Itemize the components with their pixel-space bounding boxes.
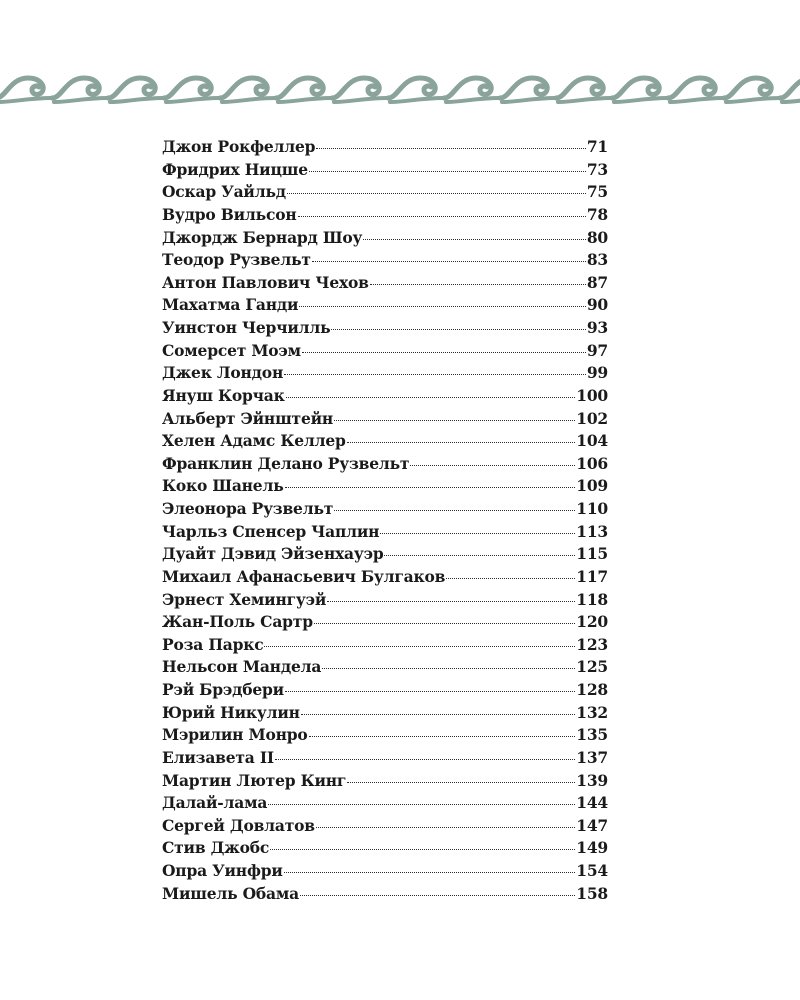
toc-entry[interactable] xyxy=(162,589,608,612)
wave-segment xyxy=(500,78,556,102)
toc-dot-leader xyxy=(347,442,576,443)
toc-entry-page-number: 99 xyxy=(586,363,608,383)
toc-entry-title: Сергей Довлатов xyxy=(162,815,315,835)
toc-entry-page-number: 100 xyxy=(576,385,608,405)
wave-segment xyxy=(668,78,724,102)
toc-entry-page-number: 158 xyxy=(576,883,608,903)
toc-entry[interactable] xyxy=(162,521,608,544)
toc-entry[interactable] xyxy=(162,837,608,860)
toc-entry-title: Нельсон Мандела xyxy=(162,657,322,677)
toc-dot-leader xyxy=(312,261,586,262)
wave-segment xyxy=(220,78,276,102)
toc-entry-page-number: 135 xyxy=(576,725,608,745)
toc-entry[interactable] xyxy=(162,860,608,883)
wave-segment xyxy=(780,78,800,102)
toc-entry-title: Махатма Ганди xyxy=(162,295,299,315)
toc-dot-leader xyxy=(363,239,586,240)
toc-entry-title: Уинстон Черчилль xyxy=(162,318,331,337)
toc-entry-title: Коко Шанель xyxy=(162,476,284,496)
toc-entry-page-number: 97 xyxy=(586,340,608,360)
toc-entry-page-number: 147 xyxy=(576,815,608,835)
wave-segment xyxy=(108,78,164,102)
toc-entry[interactable] xyxy=(162,792,608,815)
toc-entry[interactable] xyxy=(162,204,608,227)
toc-dot-leader xyxy=(287,193,586,194)
toc-dot-leader xyxy=(270,849,575,850)
toc-dot-leader xyxy=(314,623,575,624)
toc-entry-title: Элеонора Рузвельт xyxy=(162,499,334,518)
toc-entry-page-number: 120 xyxy=(576,612,608,632)
toc-entry-page-number: 139 xyxy=(576,770,608,790)
wave-segment xyxy=(724,78,780,102)
toc-entry[interactable] xyxy=(162,634,608,657)
toc-entry[interactable] xyxy=(162,498,608,521)
toc-entry-title: Мишель Обама xyxy=(162,883,300,903)
toc-entry[interactable] xyxy=(162,272,608,295)
toc-entry-page-number: 90 xyxy=(586,295,608,315)
toc-entry[interactable] xyxy=(162,747,608,770)
toc-entry[interactable] xyxy=(162,136,608,159)
toc-dot-leader xyxy=(316,148,586,149)
toc-entry-title: Эрнест Хемингуэй xyxy=(162,589,327,609)
toc-entry-title: Дуайт Дэвид Эйзенхауэр xyxy=(162,544,384,564)
wave-segment xyxy=(444,78,500,102)
toc-entry-page-number: 93 xyxy=(586,318,608,337)
toc-entry-title: Теодор Рузвельт xyxy=(162,250,311,270)
toc-entry-page-number: 73 xyxy=(586,159,608,179)
toc-entry-title: Жан-Поль Сартр xyxy=(162,612,313,632)
wave-border-ornament-icon xyxy=(0,68,800,112)
toc-dot-leader xyxy=(316,827,575,828)
toc-entry-title: Роза Паркс xyxy=(162,634,264,654)
toc-dot-leader xyxy=(284,872,576,873)
toc-entry-page-number: 78 xyxy=(586,204,608,224)
toc-entry[interactable] xyxy=(162,249,608,272)
wave-segment xyxy=(332,78,388,102)
toc-dot-leader xyxy=(327,601,575,602)
toc-entry-page-number: 113 xyxy=(576,521,608,541)
toc-dot-leader xyxy=(331,329,585,330)
toc-dot-leader xyxy=(347,782,575,783)
toc-dot-leader xyxy=(275,759,575,760)
toc-dot-leader xyxy=(384,555,575,556)
toc-entry-title: Михаил Афанасьевич Булгаков xyxy=(162,566,446,586)
toc-entry[interactable] xyxy=(162,815,608,838)
toc-entry-page-number: 117 xyxy=(576,566,608,586)
toc-entry-title: Джордж Бернард Шоу xyxy=(162,227,363,247)
toc-dot-leader xyxy=(322,668,575,669)
toc-entry-page-number: 106 xyxy=(576,453,608,473)
toc-dot-leader xyxy=(300,895,575,896)
toc-entry-page-number: 110 xyxy=(576,499,608,518)
toc-entry-page-number: 128 xyxy=(576,680,608,699)
toc-dot-leader xyxy=(268,804,575,805)
toc-entry-title: Альберт Эйнштейн xyxy=(162,408,334,428)
toc-entry-title: Антон Павлович Чехов xyxy=(162,272,369,292)
toc-dot-leader xyxy=(309,171,586,172)
toc-entry[interactable] xyxy=(162,656,608,679)
toc-entry-page-number: 104 xyxy=(576,431,608,451)
toc-entry-page-number: 137 xyxy=(576,747,608,767)
toc-entry-title: Чарльз Спенсер Чаплин xyxy=(162,521,380,541)
toc-entry-page-number: 83 xyxy=(586,250,608,270)
toc-entry[interactable] xyxy=(162,453,608,476)
toc-dot-leader xyxy=(284,374,586,375)
toc-entry-page-number: 87 xyxy=(586,272,608,292)
toc-dot-leader xyxy=(370,284,586,285)
toc-dot-leader xyxy=(285,691,575,692)
toc-entry-page-number: 144 xyxy=(576,793,608,813)
toc-entry[interactable] xyxy=(162,294,608,317)
toc-entry-page-number: 71 xyxy=(586,137,608,156)
toc-entry-title: Елизавета II xyxy=(162,747,274,767)
toc-entry-title: Юрий Никулин xyxy=(162,702,300,722)
toc-dot-leader xyxy=(285,487,576,488)
toc-entry-title: Оскар Уайльд xyxy=(162,182,286,202)
toc-entry-title: Януш Корчак xyxy=(162,385,285,405)
toc-entry[interactable] xyxy=(162,883,608,906)
wave-segment xyxy=(388,78,444,102)
toc-entry[interactable] xyxy=(162,566,608,589)
toc-entry-title: Джон Рокфеллер xyxy=(162,137,316,156)
wave-segment xyxy=(276,78,332,102)
toc-entry[interactable] xyxy=(162,475,608,498)
toc-entry-page-number: 109 xyxy=(576,476,608,496)
toc-entry[interactable] xyxy=(162,702,608,725)
wave-segment xyxy=(612,78,668,102)
toc-entry[interactable] xyxy=(162,362,608,385)
toc-dot-leader xyxy=(334,420,575,421)
toc-entry[interactable] xyxy=(162,724,608,747)
toc-entry[interactable] xyxy=(162,181,608,204)
toc-entry[interactable] xyxy=(162,611,608,634)
toc-entry[interactable] xyxy=(162,770,608,793)
toc-dot-leader xyxy=(264,646,575,647)
toc-entry[interactable] xyxy=(162,317,608,340)
toc-entry-page-number: 123 xyxy=(576,634,608,654)
wave-segment xyxy=(164,78,220,102)
toc-entry-page-number: 149 xyxy=(576,838,608,858)
toc-dot-leader xyxy=(309,736,576,737)
toc-entry[interactable] xyxy=(162,227,608,250)
toc-entry-page-number: 118 xyxy=(576,589,608,609)
toc-entry-page-number: 115 xyxy=(576,544,608,564)
toc-dot-leader xyxy=(446,578,575,579)
toc-entry[interactable] xyxy=(162,543,608,566)
toc-entry-title: Джек Лондон xyxy=(162,363,284,383)
toc-dot-leader xyxy=(302,352,586,353)
toc-entry[interactable] xyxy=(162,340,608,363)
toc-entry-page-number: 154 xyxy=(576,861,608,880)
toc-entry-page-number: 75 xyxy=(586,182,608,202)
toc-entry-title: Далай-лама xyxy=(162,793,268,813)
toc-dot-leader xyxy=(334,510,575,511)
toc-entry[interactable] xyxy=(162,679,608,702)
toc-dot-leader xyxy=(301,714,575,715)
toc-entry[interactable] xyxy=(162,408,608,431)
wave-segment xyxy=(0,78,52,102)
toc-dot-leader xyxy=(380,533,575,534)
toc-entry-page-number: 132 xyxy=(576,702,608,722)
toc-entry-page-number: 102 xyxy=(576,408,608,428)
toc-dot-leader xyxy=(299,306,586,307)
toc-dot-leader xyxy=(286,397,576,398)
toc-entry-title: Фридрих Ницше xyxy=(162,159,308,179)
toc-entry-title: Рэй Брэдбери xyxy=(162,680,284,699)
toc-entry[interactable] xyxy=(162,430,608,453)
toc-entry-title: Сомерсет Моэм xyxy=(162,340,301,360)
toc-entry[interactable] xyxy=(162,159,608,182)
toc-entry-title: Франклин Делано Рузвельт xyxy=(162,453,410,473)
toc-entry-title: Мэрилин Монро xyxy=(162,725,308,745)
wave-segment xyxy=(52,78,108,102)
toc-entry-title: Мартин Лютер Кинг xyxy=(162,770,347,790)
toc-entry-page-number: 80 xyxy=(586,227,608,247)
toc-entry-title: Хелен Адамс Келлер xyxy=(162,431,346,451)
toc-entry-title: Вудро Вильсон xyxy=(162,204,297,224)
toc-dot-leader xyxy=(410,465,575,466)
table-of-contents xyxy=(162,136,608,905)
toc-entry[interactable] xyxy=(162,385,608,408)
wave-segment xyxy=(556,78,612,102)
toc-entry-page-number: 125 xyxy=(576,657,608,677)
toc-dot-leader xyxy=(298,216,586,217)
toc-entry-title: Стив Джобс xyxy=(162,838,270,858)
toc-entry-title: Опра Уинфри xyxy=(162,861,283,880)
